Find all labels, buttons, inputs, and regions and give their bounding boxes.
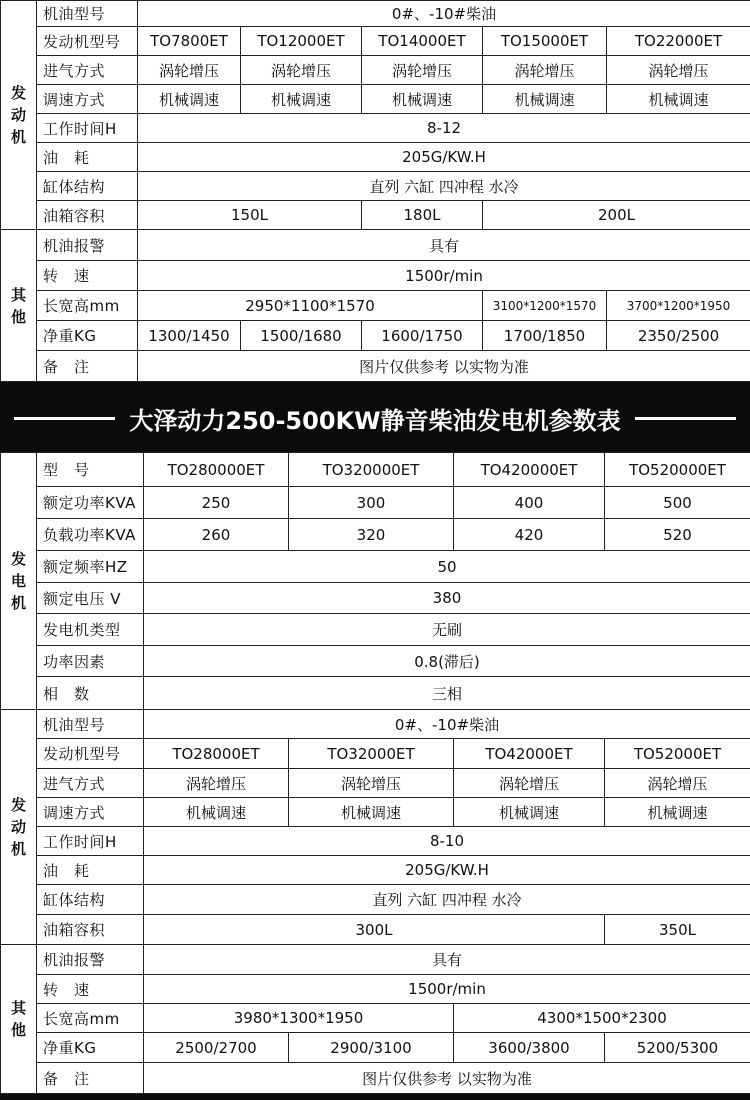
cell-value: 0#、-10#柴油: [138, 1, 750, 27]
cell-value: 250: [144, 487, 289, 519]
table-row: [1, 614, 750, 646]
banner-rule-left: [14, 417, 115, 420]
table-row: [1, 769, 750, 798]
cell-value: 2950*1100*1570: [138, 291, 483, 321]
cell-value: TO280000ET: [144, 453, 289, 487]
cell-value: 具有: [144, 945, 750, 975]
cell-value: 5200/5300: [605, 1033, 750, 1063]
row-label: 机油报警: [37, 230, 138, 261]
cell-value: 直列 六缸 四冲程 水冷: [144, 885, 750, 915]
row-label: 转 速: [37, 261, 138, 291]
cell-value: TO7800ET: [138, 27, 241, 56]
cell-value: 420: [454, 519, 605, 551]
table-row: [1, 583, 750, 614]
table-row: [1, 739, 750, 769]
row-label: 工作时间H: [37, 827, 144, 856]
row-label: 油 耗: [37, 143, 138, 172]
cell-value: 涡轮增压: [144, 769, 289, 798]
table-row: [1, 856, 750, 885]
cell-value: 205G/KW.H: [144, 856, 750, 885]
other-side-label: 其 他: [1, 230, 37, 382]
cell-value: TO420000ET: [454, 453, 605, 487]
table-row: [1, 1063, 750, 1094]
cell-value: 520: [605, 519, 750, 551]
engine-side-label: 发 动 机: [1, 710, 37, 945]
cell-value: 1700/1850: [483, 321, 607, 351]
cell-value: TO320000ET: [289, 453, 454, 487]
cell-value: 150L: [138, 201, 362, 230]
row-label: 机油型号: [37, 710, 144, 739]
table-row: [1, 453, 750, 487]
cell-value: TO32000ET: [289, 739, 454, 769]
cell-value: 50: [144, 551, 750, 583]
table-row: [1, 114, 750, 143]
table-row: [1, 487, 750, 519]
table-row: [1, 798, 750, 827]
cell-value: 机械调速: [241, 85, 362, 114]
row-label: 长宽高mm: [37, 291, 138, 321]
cell-value: 涡轮增压: [241, 56, 362, 85]
cell-value: TO15000ET: [483, 27, 607, 56]
cell-value: 机械调速: [144, 798, 289, 827]
row-label: 净重KG: [37, 1033, 144, 1063]
cell-value: 机械调速: [454, 798, 605, 827]
table-row: [1, 291, 750, 321]
cell-value: 3600/3800: [454, 1033, 605, 1063]
cell-value: 涡轮增压: [138, 56, 241, 85]
cell-value: 3100*1200*1570: [483, 291, 607, 321]
cell-value: TO28000ET: [144, 739, 289, 769]
table-row: [1, 551, 750, 583]
cell-value: 1300/1450: [138, 321, 241, 351]
section-banner: [0, 384, 750, 452]
table-row: [1, 827, 750, 856]
cell-value: 205G/KW.H: [138, 143, 750, 172]
table-row: [1, 261, 750, 291]
cell-value: 4300*1500*2300: [454, 1004, 750, 1033]
cell-value: 机械调速: [605, 798, 750, 827]
table-row: [1, 172, 750, 201]
cell-value: 260: [144, 519, 289, 551]
row-label: 净重KG: [37, 321, 138, 351]
row-label: 油箱容积: [37, 201, 138, 230]
cell-value: 1500/1680: [241, 321, 362, 351]
table-row: [1, 1, 750, 27]
cell-value: 1500r/min: [138, 261, 750, 291]
cell-value: 0#、-10#柴油: [144, 710, 750, 739]
row-label: 发电机类型: [37, 614, 144, 646]
row-label: 额定频率HZ: [37, 551, 144, 583]
cell-value: 1600/1750: [362, 321, 483, 351]
cell-value: 图片仅供参考 以实物为准: [144, 1063, 750, 1094]
table-row: [1, 646, 750, 677]
generator-side-label: 发 电 机: [1, 453, 37, 710]
table-row: [1, 975, 750, 1004]
table-row: [1, 915, 750, 945]
cell-value: 机械调速: [362, 85, 483, 114]
table-row: [1, 351, 750, 382]
row-label: 调速方式: [37, 798, 144, 827]
table-row: [1, 85, 750, 114]
row-label: 调速方式: [37, 85, 138, 114]
cell-value: 400: [454, 487, 605, 519]
table-row: [1, 710, 750, 739]
cell-value: 3980*1300*1950: [144, 1004, 454, 1033]
row-label: 发动机型号: [37, 27, 138, 56]
table-row: [1, 1033, 750, 1063]
row-label: 进气方式: [37, 769, 144, 798]
row-label: 负载功率KVA: [37, 519, 144, 551]
cell-value: 涡轮增压: [607, 56, 750, 85]
row-label: 缸体结构: [37, 885, 144, 915]
row-label: 型 号: [37, 453, 144, 487]
cell-value: 涡轮增压: [483, 56, 607, 85]
cell-value: 涡轮增压: [289, 769, 454, 798]
cell-value: 300: [289, 487, 454, 519]
cell-value: 直列 六缸 四冲程 水冷: [138, 172, 750, 201]
cell-value: 具有: [138, 230, 750, 261]
table-row: [1, 143, 750, 172]
table-row: [1, 519, 750, 551]
cell-value: 1500r/min: [144, 975, 750, 1004]
banner-title: 大泽动力250-500KW静音柴油发电机参数表: [129, 406, 621, 435]
top-spec-table: [0, 0, 750, 382]
cell-value: TO22000ET: [607, 27, 750, 56]
cell-value: 180L: [362, 201, 483, 230]
row-label: 机油型号: [37, 1, 138, 27]
row-label: 相 数: [37, 677, 144, 710]
cell-value: TO12000ET: [241, 27, 362, 56]
engine-side-label: 发 动 机: [1, 1, 37, 230]
table-row: [1, 230, 750, 261]
table-row: [1, 56, 750, 85]
cell-value: 500: [605, 487, 750, 519]
cell-value: 0.8(滞后): [144, 646, 750, 677]
table-row: [1, 677, 750, 710]
cell-value: 涡轮增压: [362, 56, 483, 85]
row-label: 发动机型号: [37, 739, 144, 769]
cell-value: 8-12: [138, 114, 750, 143]
cell-value: 8-10: [144, 827, 750, 856]
cell-value: 机械调速: [138, 85, 241, 114]
other-side-label: 其 他: [1, 945, 37, 1094]
cell-value: 机械调速: [607, 85, 750, 114]
cell-value: 320: [289, 519, 454, 551]
row-label: 油箱容积: [37, 915, 144, 945]
cell-value: 2900/3100: [289, 1033, 454, 1063]
row-label: 工作时间H: [37, 114, 138, 143]
cell-value: 2350/2500: [607, 321, 750, 351]
cell-value: 无刷: [144, 614, 750, 646]
cell-value: 380: [144, 583, 750, 614]
cell-value: 三相: [144, 677, 750, 710]
cell-value: TO14000ET: [362, 27, 483, 56]
bottom-spec-table: [0, 452, 750, 1094]
table-row: [1, 27, 750, 56]
row-label: 缸体结构: [37, 172, 138, 201]
row-label: 额定功率KVA: [37, 487, 144, 519]
cell-value: 200L: [483, 201, 750, 230]
cell-value: 350L: [605, 915, 750, 945]
cell-value: TO42000ET: [454, 739, 605, 769]
row-label: 功率因素: [37, 646, 144, 677]
table-row: [1, 885, 750, 915]
cell-value: TO52000ET: [605, 739, 750, 769]
table-row: [1, 201, 750, 230]
row-label: 进气方式: [37, 56, 138, 85]
cell-value: 涡轮增压: [605, 769, 750, 798]
table-row: [1, 1004, 750, 1033]
cell-value: 3700*1200*1950: [607, 291, 750, 321]
cell-value: 机械调速: [289, 798, 454, 827]
row-label: 转 速: [37, 975, 144, 1004]
row-label: 长宽高mm: [37, 1004, 144, 1033]
cell-value: 300L: [144, 915, 605, 945]
cell-value: 机械调速: [483, 85, 607, 114]
row-label: 备 注: [37, 1063, 144, 1094]
row-label: 额定电压 V: [37, 583, 144, 614]
cell-value: TO520000ET: [605, 453, 750, 487]
cell-value: 涡轮增压: [454, 769, 605, 798]
cell-value: 图片仅供参考 以实物为准: [138, 351, 750, 382]
row-label: 备 注: [37, 351, 138, 382]
row-label: 油 耗: [37, 856, 144, 885]
cell-value: 2500/2700: [144, 1033, 289, 1063]
banner-rule-right: [635, 417, 736, 420]
table-row: [1, 321, 750, 351]
table-row: [1, 945, 750, 975]
row-label: 机油报警: [37, 945, 144, 975]
